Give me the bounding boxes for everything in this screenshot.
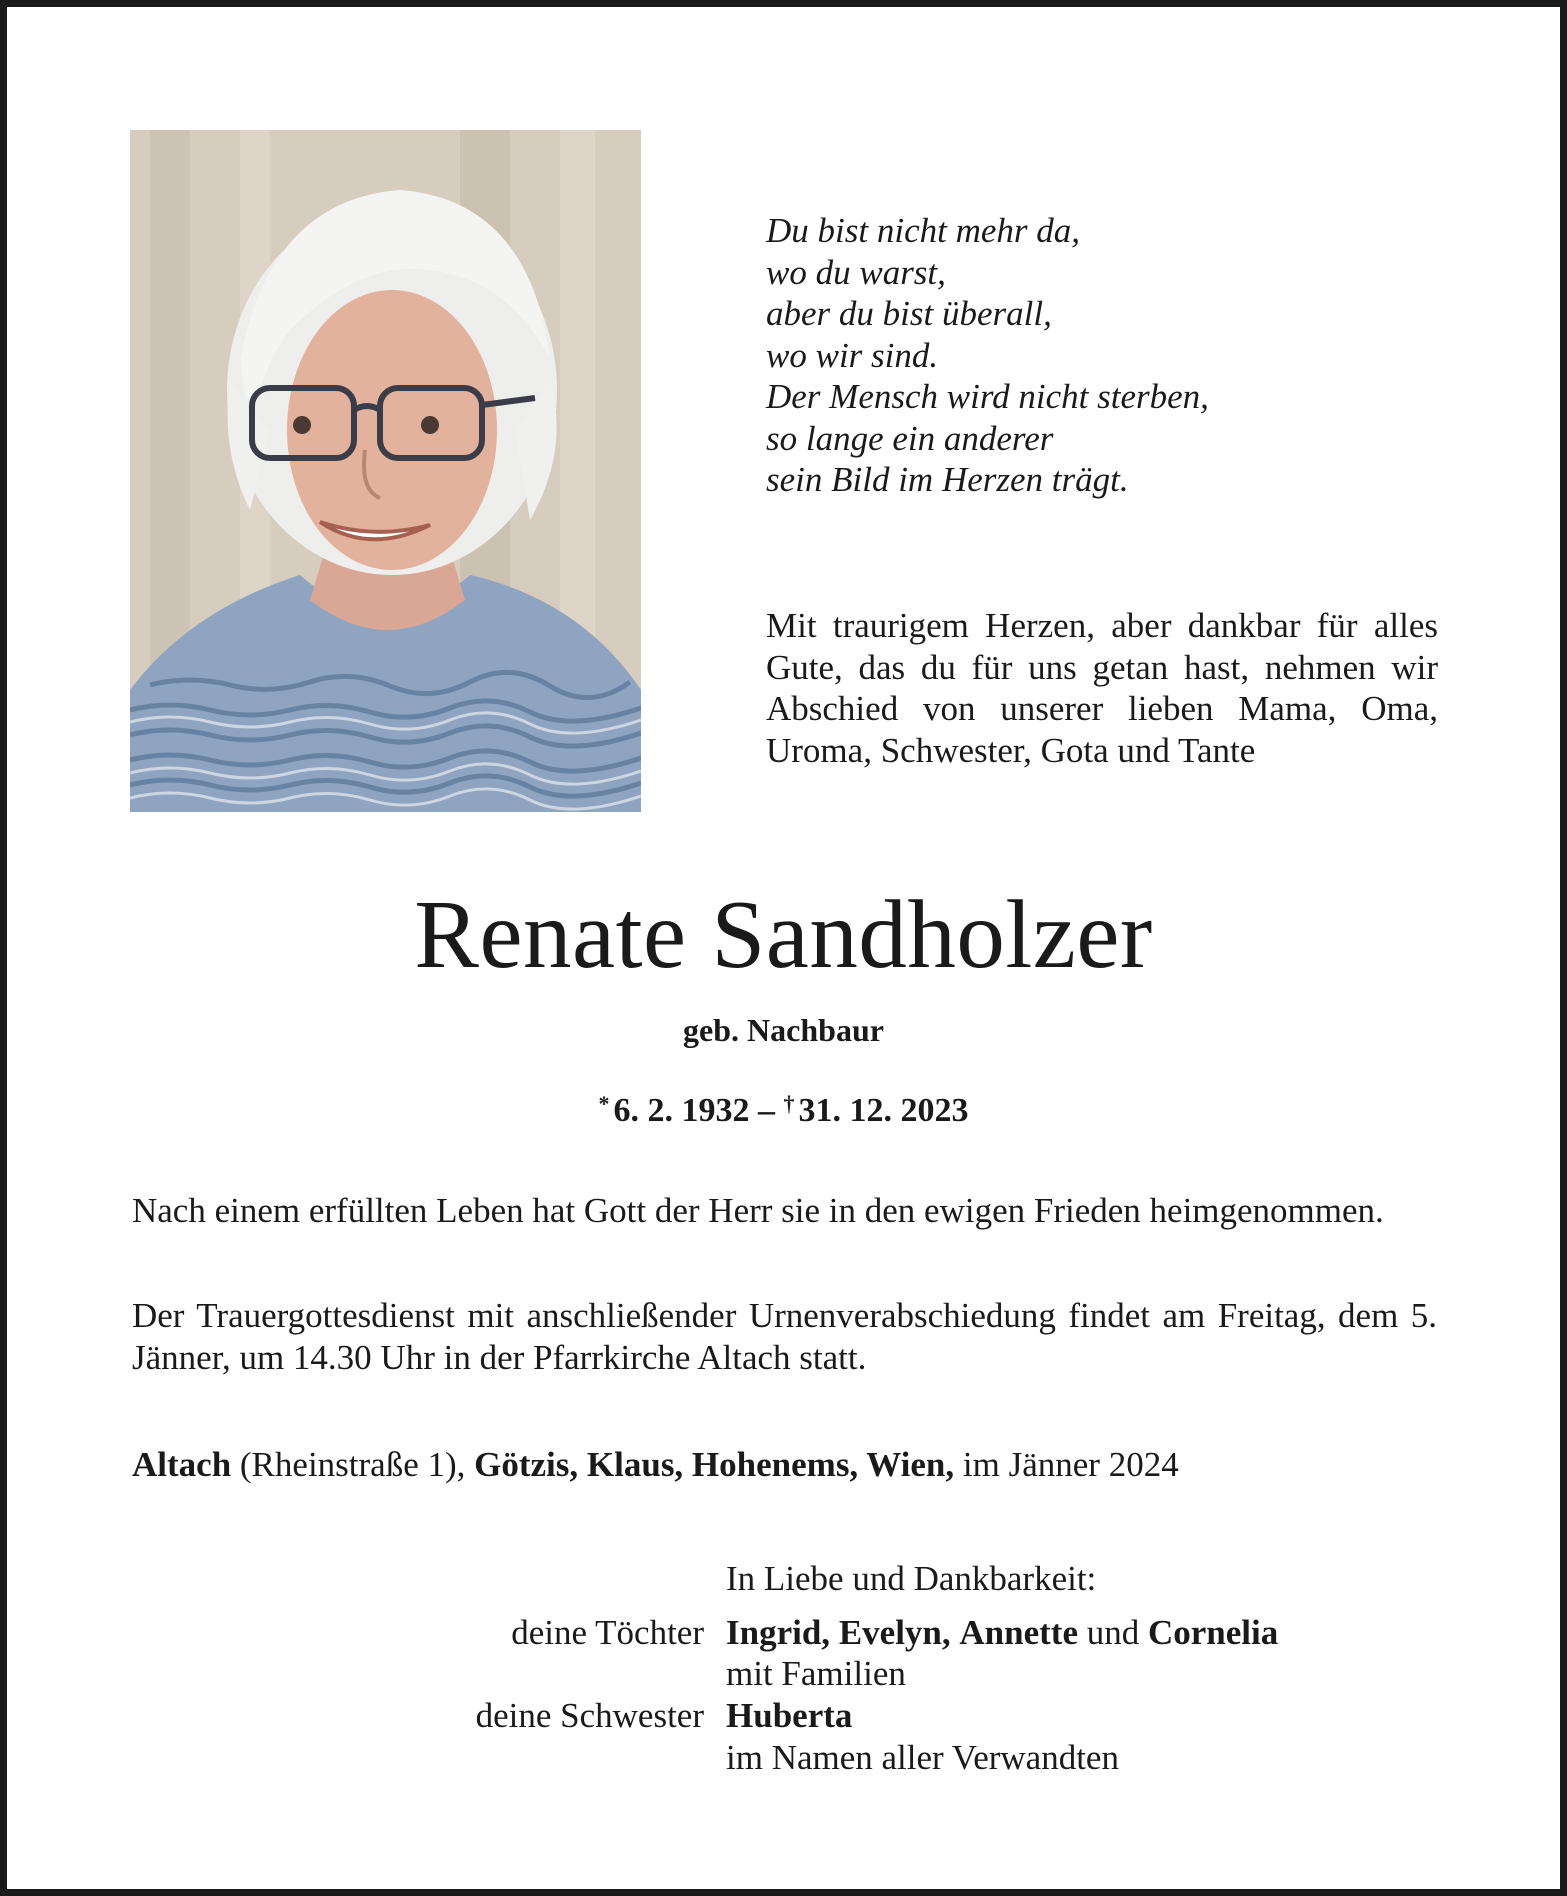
birth-name: geb. Nachbaur [683,1012,884,1048]
poem-line: wo du warst, [766,252,946,292]
with-families: mit Familien [726,1654,906,1693]
paragraph-service: Der Trauergottesdienst mit anschließender Urnenverabschiedung findet am Freitag, dem 5. Jänner, um 14.30 Uhr in der Pfarrkirche Altach statt. [132,1296,1437,1377]
life-dates [0,1084,1567,1131]
daughter-name: Cornelia [1147,1613,1279,1652]
portrait-illustration [130,130,641,812]
poem-line: wo wir sind. [766,335,939,375]
place-address: (Rheinstraße 1), [231,1445,475,1484]
daughter-name: Annette [959,1613,1078,1652]
poem-line: Du bist nicht mehr da, [766,211,1081,250]
and-word: und [1077,1613,1148,1652]
daughter-name: Ingrid, [726,1613,831,1652]
death-date: 31. 12. 2023 [798,1092,969,1129]
date-separator: – [758,1092,775,1129]
place-town: Altach [132,1445,232,1484]
portrait-photo [130,130,641,812]
sister-name-text: Huberta [726,1696,853,1735]
poem-line: aber du bist überall, [766,294,1052,333]
poem-line: so lange ein anderer [766,418,1054,458]
sister-label: deine Schwester [475,1696,704,1735]
birth-date: 6. 2. 1932 [613,1092,750,1129]
signature-greeting: In Liebe und Dankbarkeit: [726,1559,1097,1598]
place-others: Götzis, Klaus, Hohenems, Wien, [474,1445,955,1484]
deceased-name: Renate Sandholzer [414,881,1153,988]
death-symbol: † [783,1091,795,1116]
places-line [132,1444,1437,1486]
place-date: im Jänner 2024 [954,1445,1179,1484]
daughters-names [726,1612,1278,1654]
sister-name [726,1695,852,1737]
daughter-name: Evelyn, [838,1613,951,1652]
birth-symbol: * [598,1091,610,1116]
poem-line: sein Bild im Herzen trägt. [766,460,1129,499]
poem [766,210,1466,501]
relatives-line: im Namen aller Verwandten [726,1738,1119,1777]
poem-line: Der Mensch wird nicht sterben, [766,377,1209,416]
daughters-label: deine Töchter [511,1613,704,1652]
intro-text: Mit traurigem Herzen, aber dankbar für alles Gute, das du für uns getan hast, nehmen wir Abschied von unserer lieben Mama, Oma, Uroma, Schwester, Gota und Tante [766,606,1438,770]
paragraph-peaceful: Nach einem erfüllten Leben hat Gott der Herr sie in den ewigen Frieden heimgenommen. [132,1191,1384,1230]
